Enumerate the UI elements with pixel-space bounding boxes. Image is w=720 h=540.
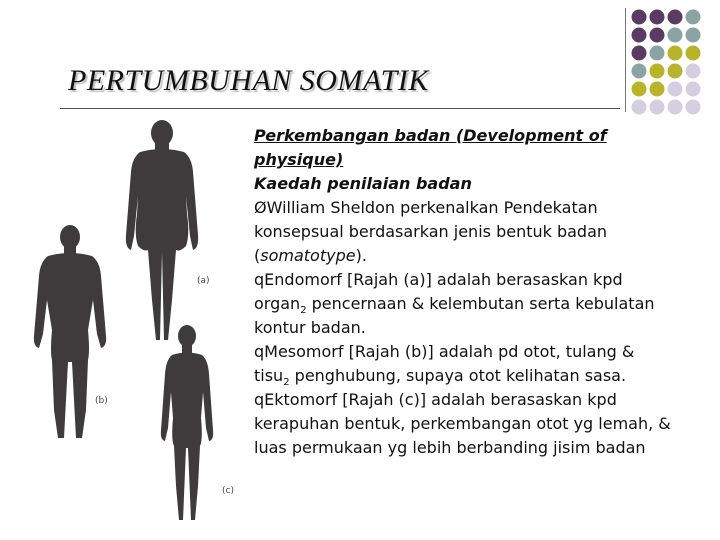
somatotype-figures <box>0 0 250 540</box>
decor-dot <box>650 64 665 79</box>
endomorph-figure <box>126 120 198 340</box>
decor-dot <box>686 10 701 25</box>
decorative-vertical-line <box>625 8 626 112</box>
decor-dot <box>632 82 647 97</box>
decor-dot <box>668 100 683 115</box>
figure-label-b: (b) <box>95 396 108 406</box>
ectomorph-figure <box>161 325 213 520</box>
decor-dot <box>650 100 665 115</box>
decor-dot <box>668 46 683 61</box>
decor-dot <box>650 28 665 43</box>
content-text <box>254 124 674 460</box>
slide-title: PERTUMBUHAN SOMATIK <box>68 64 429 97</box>
decor-dot <box>686 28 701 43</box>
decor-dot <box>686 46 701 61</box>
decor-dot <box>668 64 683 79</box>
heading-assessment-method: Kaedah penilaian badan <box>254 174 472 193</box>
decor-dot <box>650 82 665 97</box>
decor-dot <box>632 46 647 61</box>
decor-dot <box>650 46 665 61</box>
decor-dot <box>686 82 701 97</box>
square-bullet-icon: q <box>254 390 265 409</box>
list-item-ectomorph: qEktomorf [Rajah (c)] adalah berasaskan kpd kerapuhan bentuk, perkembangan otot yg lemah, & luas permukaan yg lebih berbanding jisim badan <box>254 390 671 457</box>
decor-dot <box>686 64 701 79</box>
decor-dot <box>650 10 665 25</box>
square-bullet-icon: q <box>254 270 265 289</box>
arrow-bullet-icon: Ø <box>254 198 267 217</box>
decor-dot <box>686 100 701 115</box>
square-bullet-icon: q <box>254 342 265 361</box>
mesomorph-figure <box>34 225 106 438</box>
list-item-sheldon: ØWilliam Sheldon perkenalkan Pendekatan konsepsual berdasarkan jenis bentuk badan (somatotype). <box>254 198 608 265</box>
list-item-mesomorph: qMesomorf [Rajah (b)] adalah pd otot, tulang & tisu$_2$ penghubung, supaya otot kelihatan sasa. <box>254 342 635 389</box>
figure-label-c: (c) <box>222 486 234 496</box>
decor-dot <box>632 64 647 79</box>
decor-dot <box>668 82 683 97</box>
decor-dot <box>632 28 647 43</box>
list-item-endomorph: qEndomorf [Rajah (a)] adalah berasaskan kpd organ$_2$ pencernaan & kelembutan serta kebulatan kontur badan. <box>254 270 655 337</box>
heading-development-physique: Perkembangan badan (Development of physique) <box>254 126 607 169</box>
decor-dot <box>632 100 647 115</box>
decor-dot <box>668 28 683 43</box>
figure-label-a: (a) <box>197 276 210 286</box>
decor-dot <box>668 10 683 25</box>
decor-dot <box>632 10 647 25</box>
